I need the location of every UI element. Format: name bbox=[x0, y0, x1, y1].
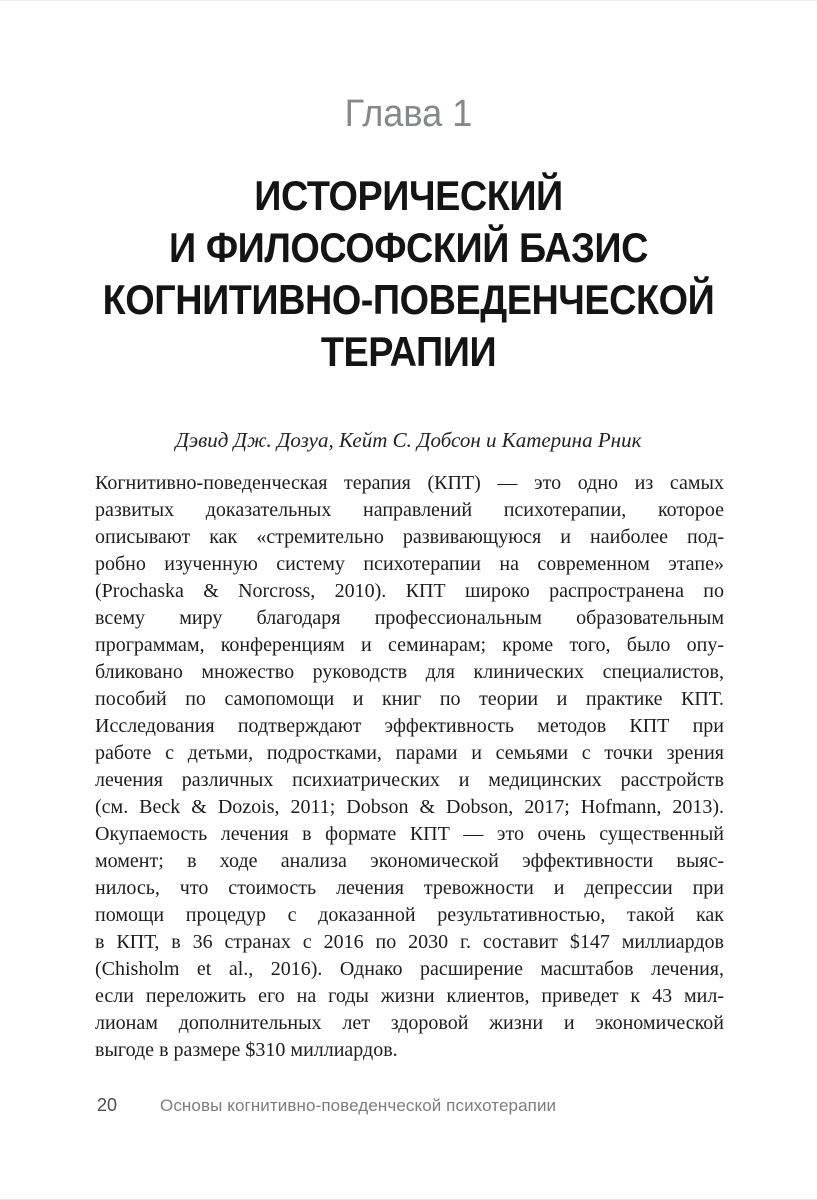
body-text-line: момент; в ходе анализа экономической эффективности выяс- bbox=[95, 850, 724, 872]
chapter-label: Глава 1 bbox=[344, 93, 473, 135]
body-text-line: Исследования подтверждают эффективность методов КПТ при bbox=[95, 715, 724, 737]
body-paragraph bbox=[95, 470, 724, 1064]
body-text-line: пособий по самопомощи и книг по теории и практике КПТ. bbox=[95, 688, 724, 710]
chapter-title-line: ТЕРАПИИ bbox=[320, 328, 497, 375]
body-text-line: в КПТ, в 36 странах с 2016 по 2030 г. составит $147 миллиардов bbox=[95, 931, 724, 953]
body-text-line: развитых доказательных направлений психотерапии, которое bbox=[95, 499, 724, 521]
authors-line: Дэвид Дж. Дозуа, Кейт С. Добсон и Катерина Рник bbox=[175, 428, 642, 452]
page-footer bbox=[97, 1095, 757, 1116]
body-text-line: (см. Beck & Dozois, 2011; Dobson & Dobson, 2017; Hofmann, 2013). bbox=[95, 796, 724, 818]
body-text-line: работе с детьми, подростками, парами и семьями с точки зрения bbox=[95, 742, 724, 764]
running-title: Основы когнитивно-поведенческой психотерапии bbox=[160, 1096, 557, 1115]
body-text-line: нилось, что стоимость лечения тревожности и депрессии при bbox=[95, 877, 724, 899]
body-text-line: (Prochaska & Norcross, 2010). КПТ широко распространена по bbox=[95, 580, 724, 602]
body-text-line: выгоде в размере $310 миллиардов. bbox=[95, 1039, 398, 1061]
body-text-line: всему миру благодаря профессиональным образовательным bbox=[95, 607, 724, 629]
chapter-title-line: И ФИЛОСОФСКИЙ БАЗИС bbox=[169, 224, 648, 271]
body-text-line: Окупаемость лечения в формате КПТ — это очень существенный bbox=[95, 823, 724, 845]
chapter-title bbox=[0, 170, 817, 378]
body-text-line: лечения различных психиатрических и медицинских расстройств bbox=[95, 769, 724, 791]
page-number: 20 bbox=[97, 1095, 118, 1115]
body-text-line: (Chisholm et al., 2016). Однако расширение масштабов лечения, bbox=[95, 958, 724, 980]
body-text-line: лионам дополнительных лет здоровой жизни и экономической bbox=[95, 1012, 724, 1034]
body-text-line: Когнитивно-поведенческая терапия (КПТ) — это одно из самых bbox=[95, 472, 724, 494]
body-text-line: описывают как «стремительно развивающуюся и наиболее под- bbox=[95, 526, 724, 548]
body-text-line: программам, конференциям и семинарам; кроме того, было опу- bbox=[95, 634, 724, 656]
body-text-line: бликовано множество руководств для клинических специалистов, bbox=[95, 661, 724, 683]
chapter-title-line: КОГНИТИВНО-ПОВЕДЕНЧЕСКОЙ bbox=[102, 276, 715, 323]
body-text-line: робно изученную систему психотерапии на современном этапе» bbox=[95, 553, 724, 575]
chapter-title-line: ИСТОРИЧЕСКИЙ bbox=[254, 172, 563, 219]
body-text-line: если переложить его на годы жизни клиентов, приведет к 43 мил- bbox=[95, 985, 724, 1007]
body-text-line: помощи процедур с доказанной результативностью, такой как bbox=[95, 904, 724, 926]
